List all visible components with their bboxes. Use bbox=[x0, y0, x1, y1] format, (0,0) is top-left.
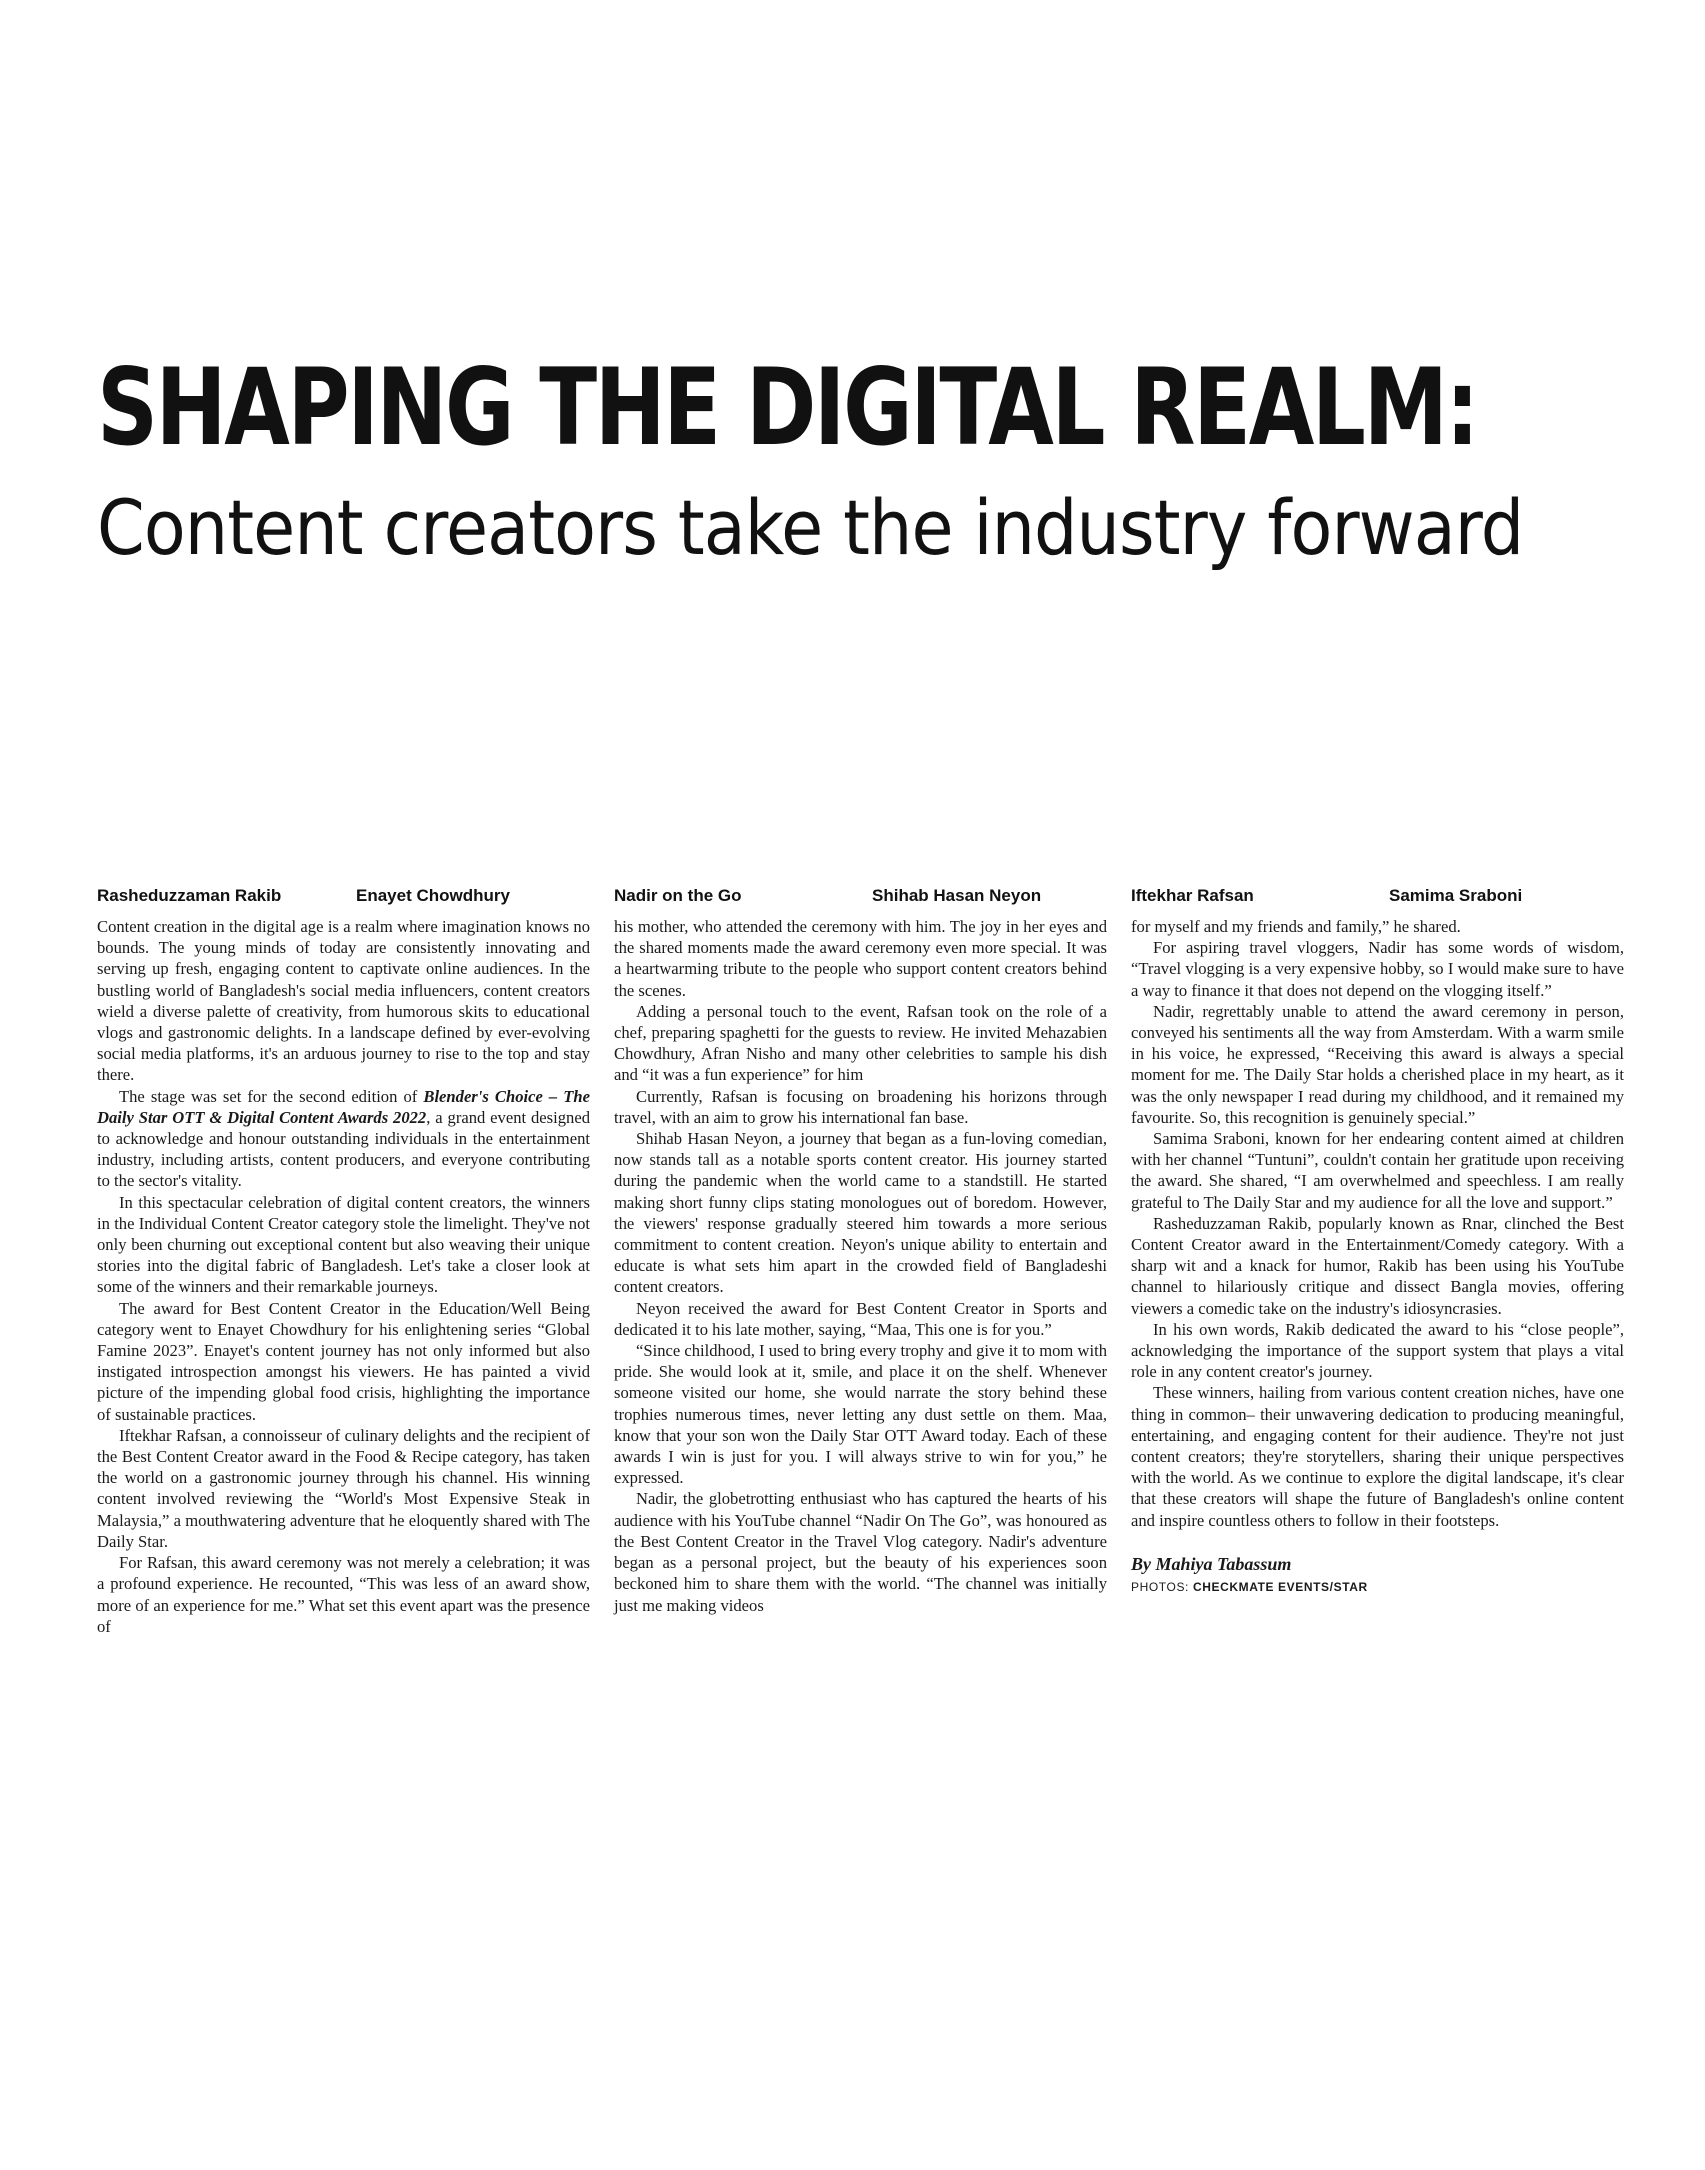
paragraph: Shihab Hasan Neyon, a journey that began as a fun-loving comedian, now stands tall as a notable sports content creator. His journey started during the pandemic when the world came to a standstill. He started making short funny clips stating monologues out of boredom. However, the viewers' response gradually steered him towards a more serious commitment to content creation. Neyon's unique ability to entertain and educate is what sets him apart in the crowded field of Bangladeshi content creators. bbox=[614, 1129, 1107, 1297]
photo-captions bbox=[0, 885, 1705, 909]
subheadline: Content creators take the industry forward bbox=[97, 483, 1524, 572]
photo-credit-name: CHECKMATE EVENTS/STAR bbox=[1192, 1579, 1368, 1594]
caption-samima-sraboni: Samima Sraboni bbox=[1389, 886, 1523, 905]
paragraph: Nadir, the globetrotting enthusiast who has captured the hearts of his audience with his YouTube channel “Nadir On The Go”, was honoured as the Best Content Creator in the Travel Vlog category. Nadir's adventure began as a personal project, but the beauty of his experiences soon beckoned him to share them with the world. “The channel was initially just me making videos bbox=[614, 1489, 1107, 1615]
paragraph: Content creation in the digital age is a realm where imagination knows no bounds. The young minds of today are consistently innovating and serving up fresh, engaging content to captivate online audiences. In the bustling world of Bangladesh's social media influencers, content creators wield a diverse palette of creativity, from humorous skits to educational vlogs and gastronomic delights. In a landscape defined by ever-evolving social media platforms, it's an arduous journey to rise to the top and stay there. bbox=[97, 917, 590, 1085]
paragraph: Currently, Rafsan is focusing on broadening his horizons through travel, with an aim to grow his international fan base. bbox=[614, 1086, 1107, 1127]
paragraph: his mother, who attended the ceremony with him. The joy in her eyes and the shared moments made the award ceremony even more special. It was a heartwarming tribute to the people who support content creators behind the scenes. bbox=[614, 917, 1107, 1000]
paragraph: “Since childhood, I used to bring every trophy and give it to mom with pride. She would look at it, smile, and place it on the shelf. Whenever someone visited our home, she would narrate the story behind these trophies numerous times, never letting any dust settle on them. Maa, know that your son won the Daily Star OTT Award today. Each of these awards I win is just for you. I will always strive to win for you,” he expressed. bbox=[614, 1341, 1107, 1488]
headline: SHAPING THE DIGITAL REALM: bbox=[97, 346, 1478, 469]
paragraph: For aspiring travel vloggers, Nadir has some words of wisdom, “Travel vlogging is a very expensive hobby, so I would make sure to have a way to finance it that does not depend on the vlogging itself.” bbox=[1131, 938, 1624, 1000]
byline: By Mahiya Tabassum bbox=[1131, 1553, 1292, 1574]
paragraph: Adding a personal touch to the event, Rafsan took on the role of a chef, preparing spaghetti for the guests to review. He invited Mehazabien Chowdhury, Afran Nisho and many other celebrities to sample his dish and “it was a fun experience” for him bbox=[614, 1001, 1107, 1085]
caption-rasheduzzaman-rakib: Rasheduzzaman Rakib bbox=[97, 886, 282, 905]
paragraph: Iftekhar Rafsan, a connoisseur of culinary delights and the recipient of the Best Content Creator award in the Food & Recipe category, has taken the world on a gastronomic journey through his channel. His winning content involved reviewing the “World's Most Expensive Steak in Malaysia,” a mouthwatering adventure that he eloquently shared with The Daily Star. bbox=[97, 1425, 590, 1551]
event-name: Blender's Choice – The Daily Star OTT & Digital Content Awards 2022 bbox=[97, 1086, 591, 1127]
article-column-1 bbox=[97, 916, 590, 1637]
paragraph: for myself and my friends and family,” he shared. bbox=[1131, 917, 1461, 936]
paragraph bbox=[97, 1086, 590, 1192]
paragraph: Samima Sraboni, known for her endearing content aimed at children with her channel “Tuntuni”, couldn't contain her gratitude upon receiving the award. She shared, “I am overwhelmed and speechless. I am really grateful to The Daily Star and my audience for all the love and support.” bbox=[1131, 1129, 1624, 1212]
paragraph-text: , a grand event designed to acknowledge and honour outstanding individuals in the entertainment industry, including artists, content producers, and everyone contributing to the sector's vitality. bbox=[97, 1107, 590, 1191]
paragraph-text: The stage was set for the second edition of bbox=[119, 1086, 424, 1106]
caption-iftekhar-rafsan: Iftekhar Rafsan bbox=[1131, 886, 1254, 905]
caption-shihab-hasan-neyon: Shihab Hasan Neyon bbox=[872, 886, 1042, 905]
caption-enayet-chowdhury: Enayet Chowdhury bbox=[356, 886, 510, 905]
paragraph: Neyon received the award for Best Content Creator in Sports and dedicated it to his late mother, saying, “Maa, This one is for you.” bbox=[614, 1298, 1107, 1339]
photo-credit bbox=[1131, 1579, 1624, 1595]
paragraph: Rasheduzzaman Rakib, popularly known as Rnar, clinched the Best Content Creator award in the Entertainment/Comedy category. With a sharp wit and a knack for humor, Rakib has been using his YouTube channel to hilariously critique and dissect Bangla movies, offering viewers a comedic take on the industry's idiosyncrasies. bbox=[1131, 1213, 1624, 1318]
article-column-2 bbox=[614, 916, 1107, 1616]
paragraph: For Rafsan, this award ceremony was not merely a celebration; it was a profound experience. He recounted, “This was less of an award show, more of an experience for me.” What set this event apart was the presence of bbox=[97, 1553, 590, 1636]
photo-credit-prefix: PHOTOS: bbox=[1131, 1579, 1193, 1594]
paragraph: The award for Best Content Creator in the Education/Well Being category went to Enayet Chowdhury for his enlightening series “Global Famine 2023”. Enayet's content journey has not only informed but also instigated introspection amongst his viewers. He has painted a vivid picture of the impending global food crisis, highlighting the importance of sustainable practices. bbox=[97, 1298, 590, 1424]
caption-nadir-on-the-go: Nadir on the Go bbox=[614, 886, 742, 905]
paragraph: These winners, hailing from various content creation niches, have one thing in common– their unwavering dedication to producing meaningful, entertaining, and engaging content for their audience. They're not just content creators; they're storytellers, sharing their unique perspectives with the world. As we continue to explore the digital landscape, it's clear that these creators will shape the future of Bangladesh's online content and inspire countless others to follow in their footsteps. bbox=[1131, 1383, 1624, 1530]
article-column-3 bbox=[1131, 916, 1624, 1595]
paragraph: In his own words, Rakib dedicated the award to his “close people”, acknowledging the importance of the support system that plays a vital role in any content creator's journey. bbox=[1131, 1319, 1624, 1382]
paragraph: In this spectacular celebration of digital content creators, the winners in the Individual Content Creator category stole the limelight. They've not only been churning out exceptional content but also weaving their unique stories into the digital fabric of Bangladesh. Let's take a closer look at some of the winners and their remarkable journeys. bbox=[97, 1192, 590, 1297]
paragraph: Nadir, regrettably unable to attend the award ceremony in person, conveyed his sentiments all the way from Amsterdam. With a warm smile in his voice, he expressed, “Receiving this award is always a special moment for me. The Daily Star holds a cherished place in my heart, as it was the only newspaper I read during my childhood, and it remained my favourite. So, this recognition is genuinely special.” bbox=[1131, 1001, 1624, 1127]
